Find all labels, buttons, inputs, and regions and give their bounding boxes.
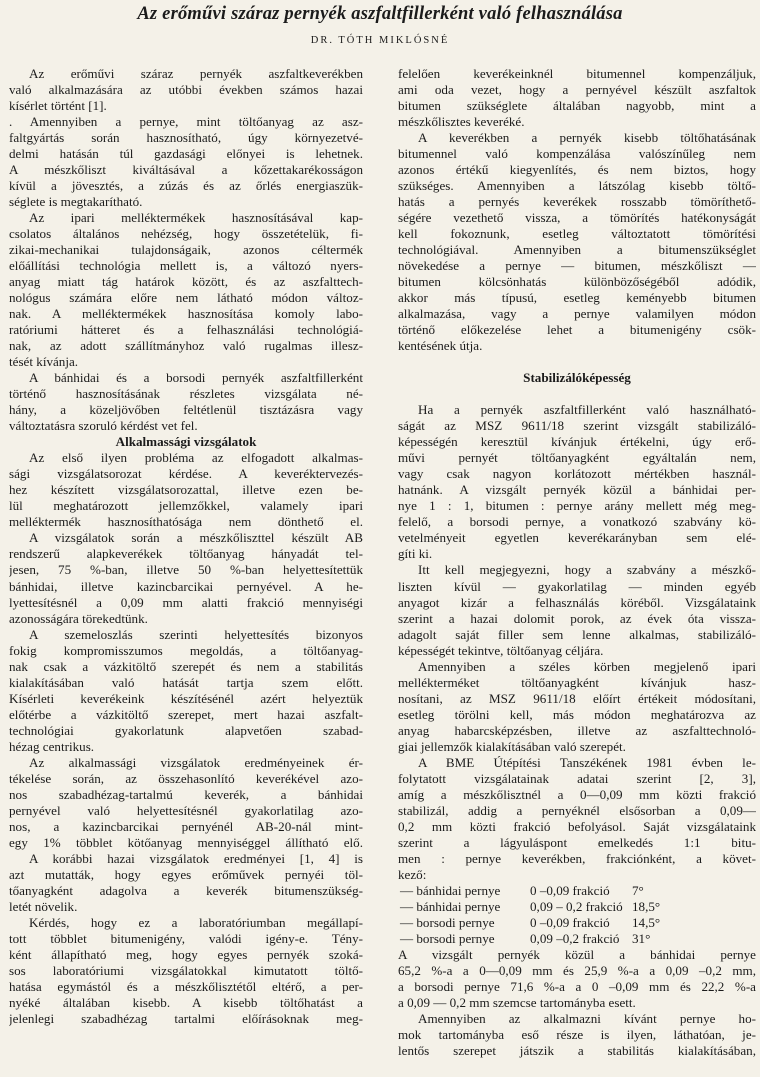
text-line: változtatásra szoruló kérdést vet fel. bbox=[9, 418, 198, 434]
fraction-name: — borsodi pernye bbox=[400, 914, 495, 930]
text-line: Amennyiben a széles körben megjelenő ipari bbox=[418, 658, 756, 674]
text-line: egy 1% többlet kötőanyag mennyiséggel állítható elő. bbox=[9, 834, 363, 850]
fraction-name: — bánhidai pernye bbox=[400, 898, 501, 914]
text-line: felelő, a borsodi pernye, a vonatkozó szabvány kö- bbox=[398, 514, 756, 530]
text-line: ként állapítható meg, hogy egyes pernyék szoká- bbox=[9, 946, 363, 962]
text-line: hézag centrikus. bbox=[9, 738, 95, 754]
text-line: Az alkalmassági vizsgálatok eredményeinek ér- bbox=[29, 754, 363, 770]
fraction-value: 7° bbox=[632, 882, 644, 898]
section-heading: Stabilizálóképesség bbox=[523, 370, 631, 386]
text-line: való alkalmazására az utóbbi években számos hazai bbox=[9, 82, 363, 98]
text-line: nos szabadhézag-tartalmú keverék, a bánhidai bbox=[9, 786, 363, 802]
fraction-value: 14,5° bbox=[632, 914, 661, 930]
text-line: rendszerű alapkeverékek töltőanyag hányadát tel- bbox=[9, 546, 363, 562]
spacer bbox=[398, 354, 756, 370]
text-line: anyagot kizár a felhasználás köréből. Vizsgálataink bbox=[398, 594, 756, 610]
text-line: nak. A melléktermékek hasznosítása komoly labo- bbox=[9, 306, 363, 322]
text-line: lyettesítésnél a 0,09 mm alatti frakció mennyiségi bbox=[9, 594, 363, 610]
text-line: technológiai gyakorlatunk alapvetően szabad- bbox=[9, 722, 363, 738]
text-line: jesen, 75 %-ban, illetve 50 %-ban helyettesítettük bbox=[9, 562, 363, 578]
text-line: vetelményeit egyetlen keverékarányban sem elé- bbox=[398, 530, 756, 546]
fraction-range: 0 –0,09 frakció bbox=[530, 882, 610, 898]
fraction-value: 31° bbox=[632, 930, 651, 946]
text-line: nak csak a vázkitöltő szerepét és nem a stabilitás bbox=[9, 658, 363, 674]
text-line: A keverékben a pernyék kisebb töltőhatásának bbox=[418, 130, 756, 146]
text-line: kező: bbox=[398, 866, 427, 882]
fraction-range: 0 –0,09 frakció bbox=[530, 914, 610, 930]
text-line: ságát az MSZ 9611/18 szerint vizsgált stabilizáló- bbox=[398, 418, 756, 434]
text-line: azt mutatták, hogy egyes erőművek pernyéi töl- bbox=[9, 866, 363, 882]
text-line: A vizsgálatok során a mészkőliszttel készült AB bbox=[29, 530, 363, 546]
text-line: Itt kell megjegyezni, hogy a szabvány a mészkő- bbox=[418, 562, 756, 578]
text-line: men : pernye keverékben, frakciónként, a követ- bbox=[398, 850, 756, 866]
text-line: azonos értékű kiegyenlítés, és nem biztos, hogy bbox=[398, 162, 756, 178]
article-title: Az erőművi száraz pernyék aszfaltfillerként való felhasználása bbox=[137, 4, 623, 24]
fraction-table-row bbox=[398, 931, 756, 947]
text-line: művi pernyét töltőanyagként egyáltalán nem, bbox=[398, 450, 756, 466]
text-line: lül meghatározott jellemzőkkel, valamely ipari bbox=[9, 498, 363, 514]
text-line: ségére vezethető vissza, a tömörítés hatékonyságát bbox=[398, 210, 756, 226]
text-line: bitumen szükséglete általában nagyobb, mint a bbox=[398, 98, 756, 114]
text-line: kialakításában való hatását tartja szem előtt. bbox=[9, 674, 363, 690]
text-line: jelenlegi szabadhézag tartalmi előírásoknak meg- bbox=[9, 1010, 363, 1026]
spacer bbox=[398, 386, 756, 402]
text-line: bánhidai, illetve kazincbarcikai pernyével. A he- bbox=[9, 578, 363, 594]
text-line: képességét tekintve, töltőanyag céljára. bbox=[398, 642, 604, 658]
text-line: felelően keverékeinknél bitumennel kompenzáljuk, bbox=[398, 66, 756, 81]
text-line: előállítási technológia mellett is, a változó nyers- bbox=[9, 258, 363, 274]
text-line: tékelése során, az összehasonlító keverékével azo- bbox=[9, 770, 363, 786]
fraction-value: 18,5° bbox=[632, 898, 661, 914]
text-line: sági vizsgálatsorozat kérdése. A keveréktervezés- bbox=[9, 466, 363, 482]
fraction-range: 0,09 – 0,2 frakció bbox=[530, 898, 623, 914]
text-line: zikai-mechanikai tulajdonságaik, azonos céltermék bbox=[9, 242, 363, 258]
text-line: tott többlet bitumenigény, valódi igény-e. Tény- bbox=[9, 930, 363, 946]
text-line: előtérbe a vázkitöltő szerepet, mert hazai aszfalt- bbox=[9, 706, 363, 722]
text-line: mészkőlisztes keveréké. bbox=[398, 114, 525, 130]
text-line: hány, a közeljövőben feltétlenül tisztázásra vagy bbox=[9, 402, 363, 418]
text-line: nológus számára előre nem látható módon változ- bbox=[9, 290, 363, 306]
text-line: sos laboratóriumi vizsgálatokkal kimutatott töltő- bbox=[9, 962, 363, 978]
text-line: nye 1 : 1, bitumen : pernye arány mellett még meg- bbox=[398, 498, 756, 514]
fraction-table-row bbox=[398, 899, 756, 915]
text-line: folytatott vizsgálatainak adatai szerint [2, 3], bbox=[398, 770, 756, 786]
text-line: akkor más típusú, esetleg keményebb bitumen bbox=[398, 290, 756, 306]
text-line: Az ipari melléktermékek hasznosításával kap- bbox=[29, 210, 363, 226]
text-line: anyag habarcsképzésben, illetve az aszfalttechnoló- bbox=[398, 722, 756, 738]
text-line: a borsodi pernye 71,6 %-a a 0 –0,09 mm és 22,2 %-a bbox=[398, 978, 756, 994]
text-line: 65,2 %-a a 0—0,09 mm és 25,9 %-a a 0,09 –0,2 mm, bbox=[398, 962, 756, 978]
text-line: melléktermék hasznosíthatósága nem dönthető el. bbox=[9, 514, 363, 530]
text-line: delmi hatásán túl gazdasági előnyei is lehetnek. bbox=[9, 146, 363, 162]
text-line: Kísérleti keverékeink készítésénél azért helyeztük bbox=[9, 690, 363, 706]
text-line: kentésének útja. bbox=[398, 338, 483, 354]
text-line: bitumennel való kompenzálása valószínűleg nem bbox=[398, 146, 756, 162]
text-line: képességén keresztül kívánjuk értékelni, úgy erő- bbox=[398, 434, 756, 450]
text-line: csolatos általános nehézség, hogy összetételük, fi- bbox=[9, 226, 363, 242]
text-line: vagy csak nagyon korlátozott mértékben használ- bbox=[398, 466, 756, 482]
text-line: nosítani, az MSZ 9611/18 előírt értékeit módosítani, bbox=[398, 690, 756, 706]
text-line: alkalmazása, vagy a pernye valamilyen módon bbox=[398, 306, 756, 322]
fraction-range: 0,09 –0,2 frakció bbox=[530, 930, 620, 946]
text-line: Kérdés, hogy ez a laboratóriumban megállapí- bbox=[29, 914, 363, 930]
text-line: nak, az adott szállítmányhoz való rugalmas illesz- bbox=[9, 338, 363, 354]
text-line: mellékterméket töltőanyagként kívánjuk hasz- bbox=[398, 674, 756, 690]
text-line: Az első ilyen probléma az elfogadott alkalmas- bbox=[29, 450, 363, 466]
text-line: anyag miatt tág határok között, és az aszfalttech- bbox=[9, 274, 363, 290]
text-line: Az erőművi száraz pernyék aszfaltkeverékben bbox=[29, 66, 363, 81]
text-line: a 0,09 — 0,2 mm szemcse tartományba esett. bbox=[398, 994, 636, 1010]
text-line: nos, a kazincbarcikai pernyénél AB-20-nál mint- bbox=[9, 818, 363, 834]
text-line: A bánhidai és a borsodi pernyék aszfaltfillerként bbox=[29, 370, 363, 386]
text-line: lentős szerepet játszik a stabilitás kialakításában, bbox=[398, 1042, 756, 1058]
article-author: DR. TÓTH MIKLÓSNÉ bbox=[310, 35, 450, 46]
text-line: nyéké általában kisebb. A kisebb töltőhatást a bbox=[9, 994, 363, 1010]
fraction-table-row bbox=[398, 915, 756, 931]
text-line: giai jellemzők kialakításában való szerepét. bbox=[398, 738, 626, 754]
text-line: esetleg törölni kell, más módon meghatározva az bbox=[398, 706, 756, 722]
text-line: hatás a pernyés keverékek rosszabb tömöríthető- bbox=[398, 194, 756, 210]
text-line: történő hasznosításának részletes vizsgálata né- bbox=[9, 386, 363, 402]
text-line: amíg a mészkőlisztnél a 0—0,09 mm közti frakció bbox=[398, 786, 756, 802]
text-line: . Amennyiben a pernye, mint töltőanyag az asz- bbox=[9, 114, 363, 130]
text-line: szerint a hazai dolomit porok, az évek óta vissza- bbox=[398, 610, 756, 626]
text-line: hez készített vizsgálatsorozattal, illetve ezen be- bbox=[9, 482, 363, 498]
text-line: faltgyártás során hasznosítható, úgy környezetvé- bbox=[9, 130, 363, 146]
text-line: adagolt saját filler sem lenne alkalmas, stabilizáló- bbox=[398, 626, 756, 642]
section-heading: Alkalmassági vizsgálatok bbox=[115, 434, 257, 450]
text-line: történő előkezelése lehet a bitumenigény csök- bbox=[398, 322, 756, 338]
text-line: pernyével való helyettesítésnél gyakorlatilag azo- bbox=[9, 802, 363, 818]
text-line: szükséges. Amennyiben a látszólag kisebb töltő- bbox=[398, 178, 756, 194]
text-line: A mészkőliszt kiváltásával a kőzettakarékosságon bbox=[9, 162, 363, 178]
text-line: liszten kívül — gyakorlatilag — minden egyéb bbox=[398, 578, 756, 594]
text-line: bitumen kölcsönhatás különbözőségéből adódik, bbox=[398, 274, 756, 290]
text-line: 0,2 mm közti frakció befolyásol. Saját vizsgálataink bbox=[398, 818, 756, 834]
text-line: letét növelik. bbox=[9, 898, 78, 914]
text-line: növekedése a pernye — bitumen, mészkőliszt — bbox=[398, 258, 756, 274]
text-line: A BME Útépítési Tanszékének 1981 évben le- bbox=[418, 754, 756, 770]
text-line: azonosságára törekedtünk. bbox=[9, 610, 148, 626]
fraction-name: — bánhidai pernye bbox=[400, 882, 501, 898]
text-line: stabilizál, addig a pernyéknél elsősorban a 0,09— bbox=[398, 802, 756, 818]
left-column bbox=[9, 66, 363, 1027]
text-line: tését kívánja. bbox=[9, 354, 79, 370]
text-line: A szemeloszlás szerinti helyettesítés bizonyos bbox=[29, 626, 363, 642]
text-line: hatnánk. A vizsgált pernyék közül a bánhidai per- bbox=[398, 482, 756, 498]
text-line: tőanyagként adagolva a keverék bitumenszükség- bbox=[9, 882, 363, 898]
text-line: fokig kompromisszumos megoldás, a töltőanyag- bbox=[9, 642, 363, 658]
text-line: séglete is megtakarítható. bbox=[9, 194, 143, 210]
text-line: Amennyiben az alkalmazni kívánt pernye ho- bbox=[418, 1010, 756, 1026]
text-line: ratóriumi hátteret és a felhasználási technológiá- bbox=[9, 322, 363, 338]
text-line: A vizsgált pernyék közül a bánhidai pernye bbox=[398, 946, 756, 962]
fraction-name: — borsodi pernye bbox=[400, 930, 495, 946]
text-line: A korábbi hazai vizsgálatok eredményei [1, 4] is bbox=[29, 850, 363, 866]
text-line: Ha a pernyék aszfaltfillerként való használható- bbox=[418, 402, 756, 418]
text-line: kell fokoznunk, esetleg változtatott tömörítési bbox=[398, 226, 756, 242]
text-line: ami oda vezet, hogy a pernyével készült aszfaltok bbox=[398, 82, 756, 98]
right-column bbox=[398, 66, 756, 1059]
text-line: kívül a jövesztés, a zúzás és az őrlés energiaszük- bbox=[9, 178, 363, 194]
text-line: gíti ki. bbox=[398, 546, 433, 562]
text-line: technológiával. Amennyiben a bitumenszükséglet bbox=[398, 242, 756, 258]
text-line: hatása egymástól és a mészkőlisztétől eltérő, a per- bbox=[9, 978, 363, 994]
text-line: mok tartományba eső része is ilyen, láthatóan, je- bbox=[398, 1026, 756, 1042]
text-line: szerint a lágyuláspont emelkedés 1:1 bitu- bbox=[398, 834, 756, 850]
text-line: kísérlet történt [1]. bbox=[9, 98, 107, 114]
fraction-table-row bbox=[398, 883, 756, 899]
